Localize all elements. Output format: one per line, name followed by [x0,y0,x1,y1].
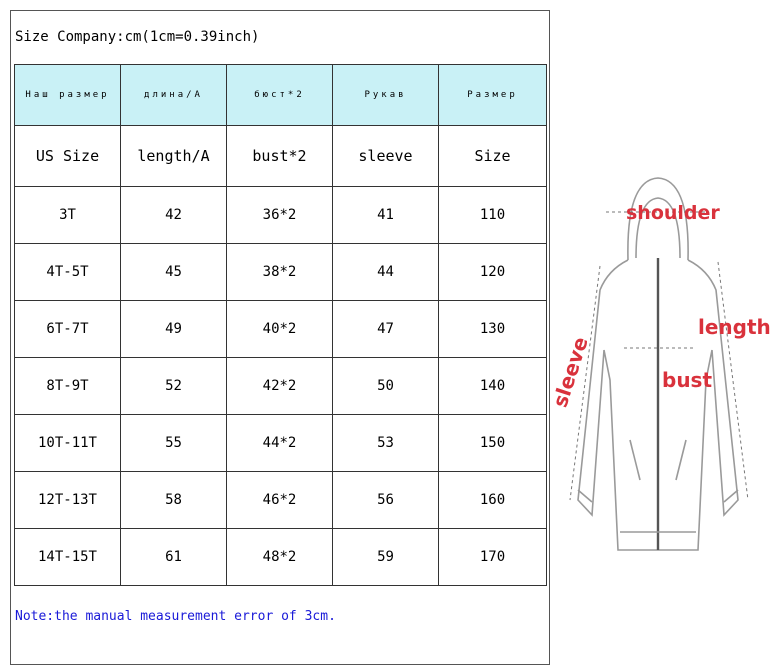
header-ru-cell: бюст*2 [227,65,333,126]
table-cell: 150 [439,415,547,472]
table-cell: 44*2 [227,415,333,472]
table-row [15,244,547,301]
table-cell: 12T-13T [15,472,121,529]
table-row [15,187,547,244]
table-cell: 61 [121,529,227,586]
jacket-illustration [548,170,770,570]
shoulder-label: shoulder [626,202,720,224]
table-cell: 170 [439,529,547,586]
table-cell: 58 [121,472,227,529]
table-cell: 55 [121,415,227,472]
table-cell: 47 [333,301,439,358]
size-chart [10,10,550,665]
measurement-note: Note:the manual measurement error of 3cm. [15,609,336,624]
table-cell: 42*2 [227,358,333,415]
sleeve-label: sleeve [547,333,593,411]
table-cell: 3T [15,187,121,244]
header-ru-cell: Рукав [333,65,439,126]
bust-label: bust [662,368,713,392]
header-ru-cell: Размер [439,65,547,126]
header-en-cell: US Size [15,126,121,187]
table-cell: 56 [333,472,439,529]
table-cell: 49 [121,301,227,358]
table-cell: 120 [439,244,547,301]
table-cell: 10T-11T [15,415,121,472]
size-table [14,64,547,586]
table-row [15,529,547,586]
table-cell: 160 [439,472,547,529]
table-cell: 52 [121,358,227,415]
table-cell: 46*2 [227,472,333,529]
header-en-cell: bust*2 [227,126,333,187]
table-cell: 4T-5T [15,244,121,301]
table-cell: 48*2 [227,529,333,586]
table-cell: 59 [333,529,439,586]
table-cell: 41 [333,187,439,244]
length-label: length [698,315,771,339]
header-row-russian [15,65,547,126]
table-cell: 140 [439,358,547,415]
table-row [15,301,547,358]
table-cell: 40*2 [227,301,333,358]
header-ru-cell: Наш размер [15,65,121,126]
header-en-cell: Size [439,126,547,187]
table-body [15,187,547,586]
table-cell: 53 [333,415,439,472]
table-cell: 14T-15T [15,529,121,586]
table-row [15,472,547,529]
table-cell: 36*2 [227,187,333,244]
table-cell: 6T-7T [15,301,121,358]
table-cell: 110 [439,187,547,244]
header-en-cell: sleeve [333,126,439,187]
table-cell: 44 [333,244,439,301]
table-row [15,358,547,415]
header-ru-cell: длина/А [121,65,227,126]
table-cell: 8T-9T [15,358,121,415]
table-cell: 45 [121,244,227,301]
table-cell: 50 [333,358,439,415]
table-cell: 42 [121,187,227,244]
header-en-cell: length/A [121,126,227,187]
header-row-english [15,126,547,187]
table-cell: 130 [439,301,547,358]
chart-title: Size Company:cm(1cm=0.39inch) [15,29,260,45]
table-row [15,415,547,472]
table-cell: 38*2 [227,244,333,301]
